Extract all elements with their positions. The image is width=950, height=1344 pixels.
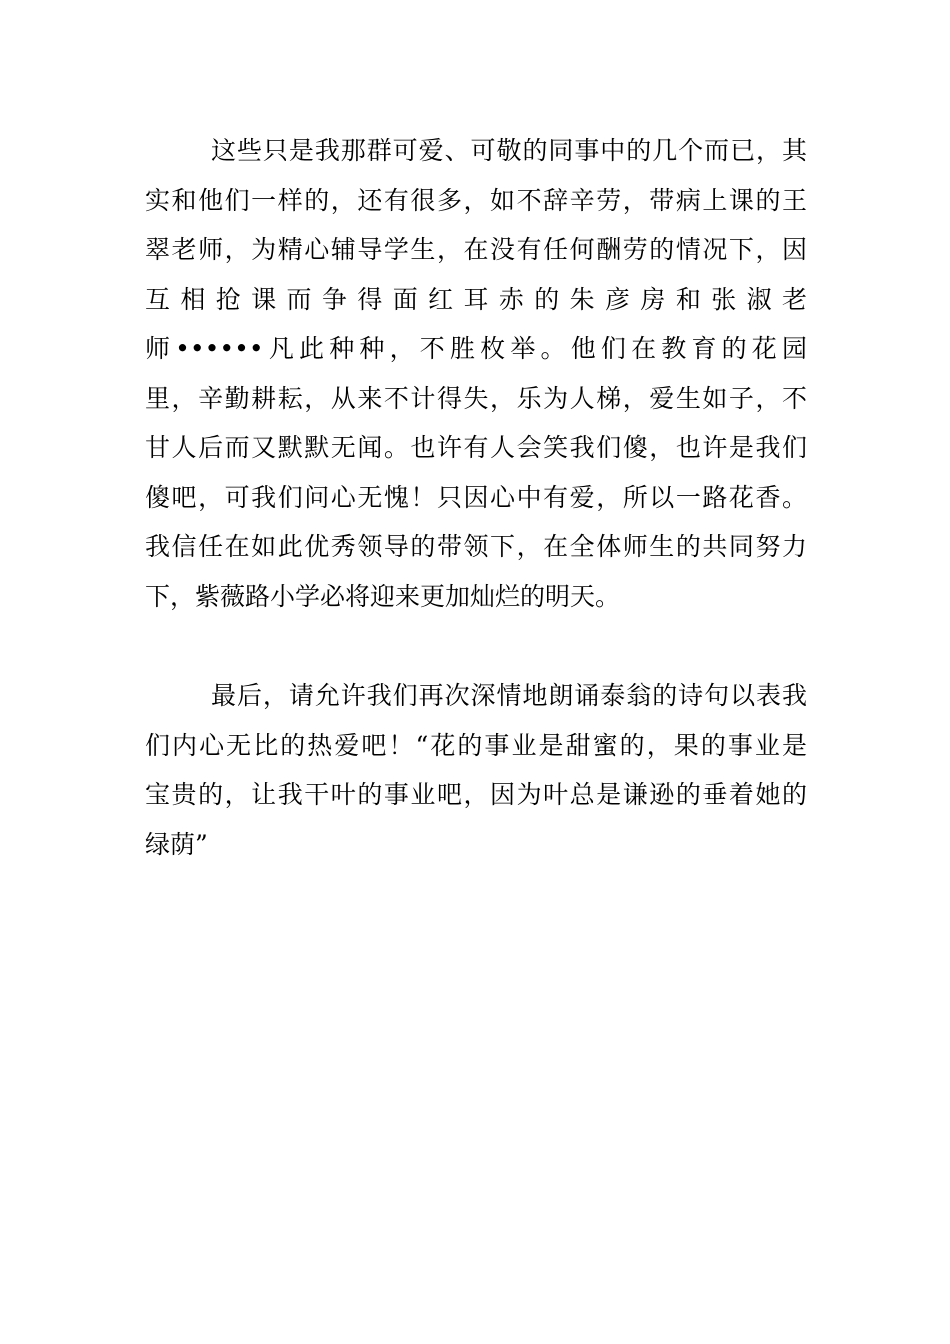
paragraph-line: 宝贵的，让我干叶的事业吧，因为叶总是谦逊的垂着她的 xyxy=(145,780,807,809)
paragraph-line: 互相抢课而争得面红耳赤的朱彦房和张淑老 xyxy=(145,285,807,314)
paragraph-line: 我信任在如此优秀领导的带领下，在全体师生的共同努力 xyxy=(145,532,807,561)
paragraph-line: 们内心无比的热爱吧！“花的事业是甜蜜的，果的事业是 xyxy=(145,731,807,760)
paragraph-line: 下，紫薇路小学必将迎来更加灿烂的明天。 xyxy=(145,582,621,611)
paragraph-line: 翠老师，为精心辅导学生，在没有任何酬劳的情况下，因 xyxy=(145,235,807,264)
paragraph-line: 里，辛勤耕耘，从来不计得失，乐为人梯，爱生如子，不 xyxy=(145,384,807,413)
paragraph-line: 傻吧，可我们问心无愧！只因心中有爱，所以一路花香。 xyxy=(145,483,807,512)
paragraph-line: 实和他们一样的，还有很多，如不辞辛劳，带病上课的王 xyxy=(145,186,807,215)
paragraph-line: 最后，请允许我们再次深情地朗诵泰翁的诗句以表我 xyxy=(211,681,807,710)
paragraph-line: 这些只是我那群可爱、可敬的同事中的几个而已，其 xyxy=(211,136,807,165)
paragraph-line: 甘人后而又默默无闻。也许有人会笑我们傻，也许是我们 xyxy=(145,433,807,462)
paragraph-line: 师••••••凡此种种，不胜枚举。他们在教育的花园 xyxy=(145,334,807,363)
paragraph-line: 绿荫” xyxy=(145,830,208,859)
